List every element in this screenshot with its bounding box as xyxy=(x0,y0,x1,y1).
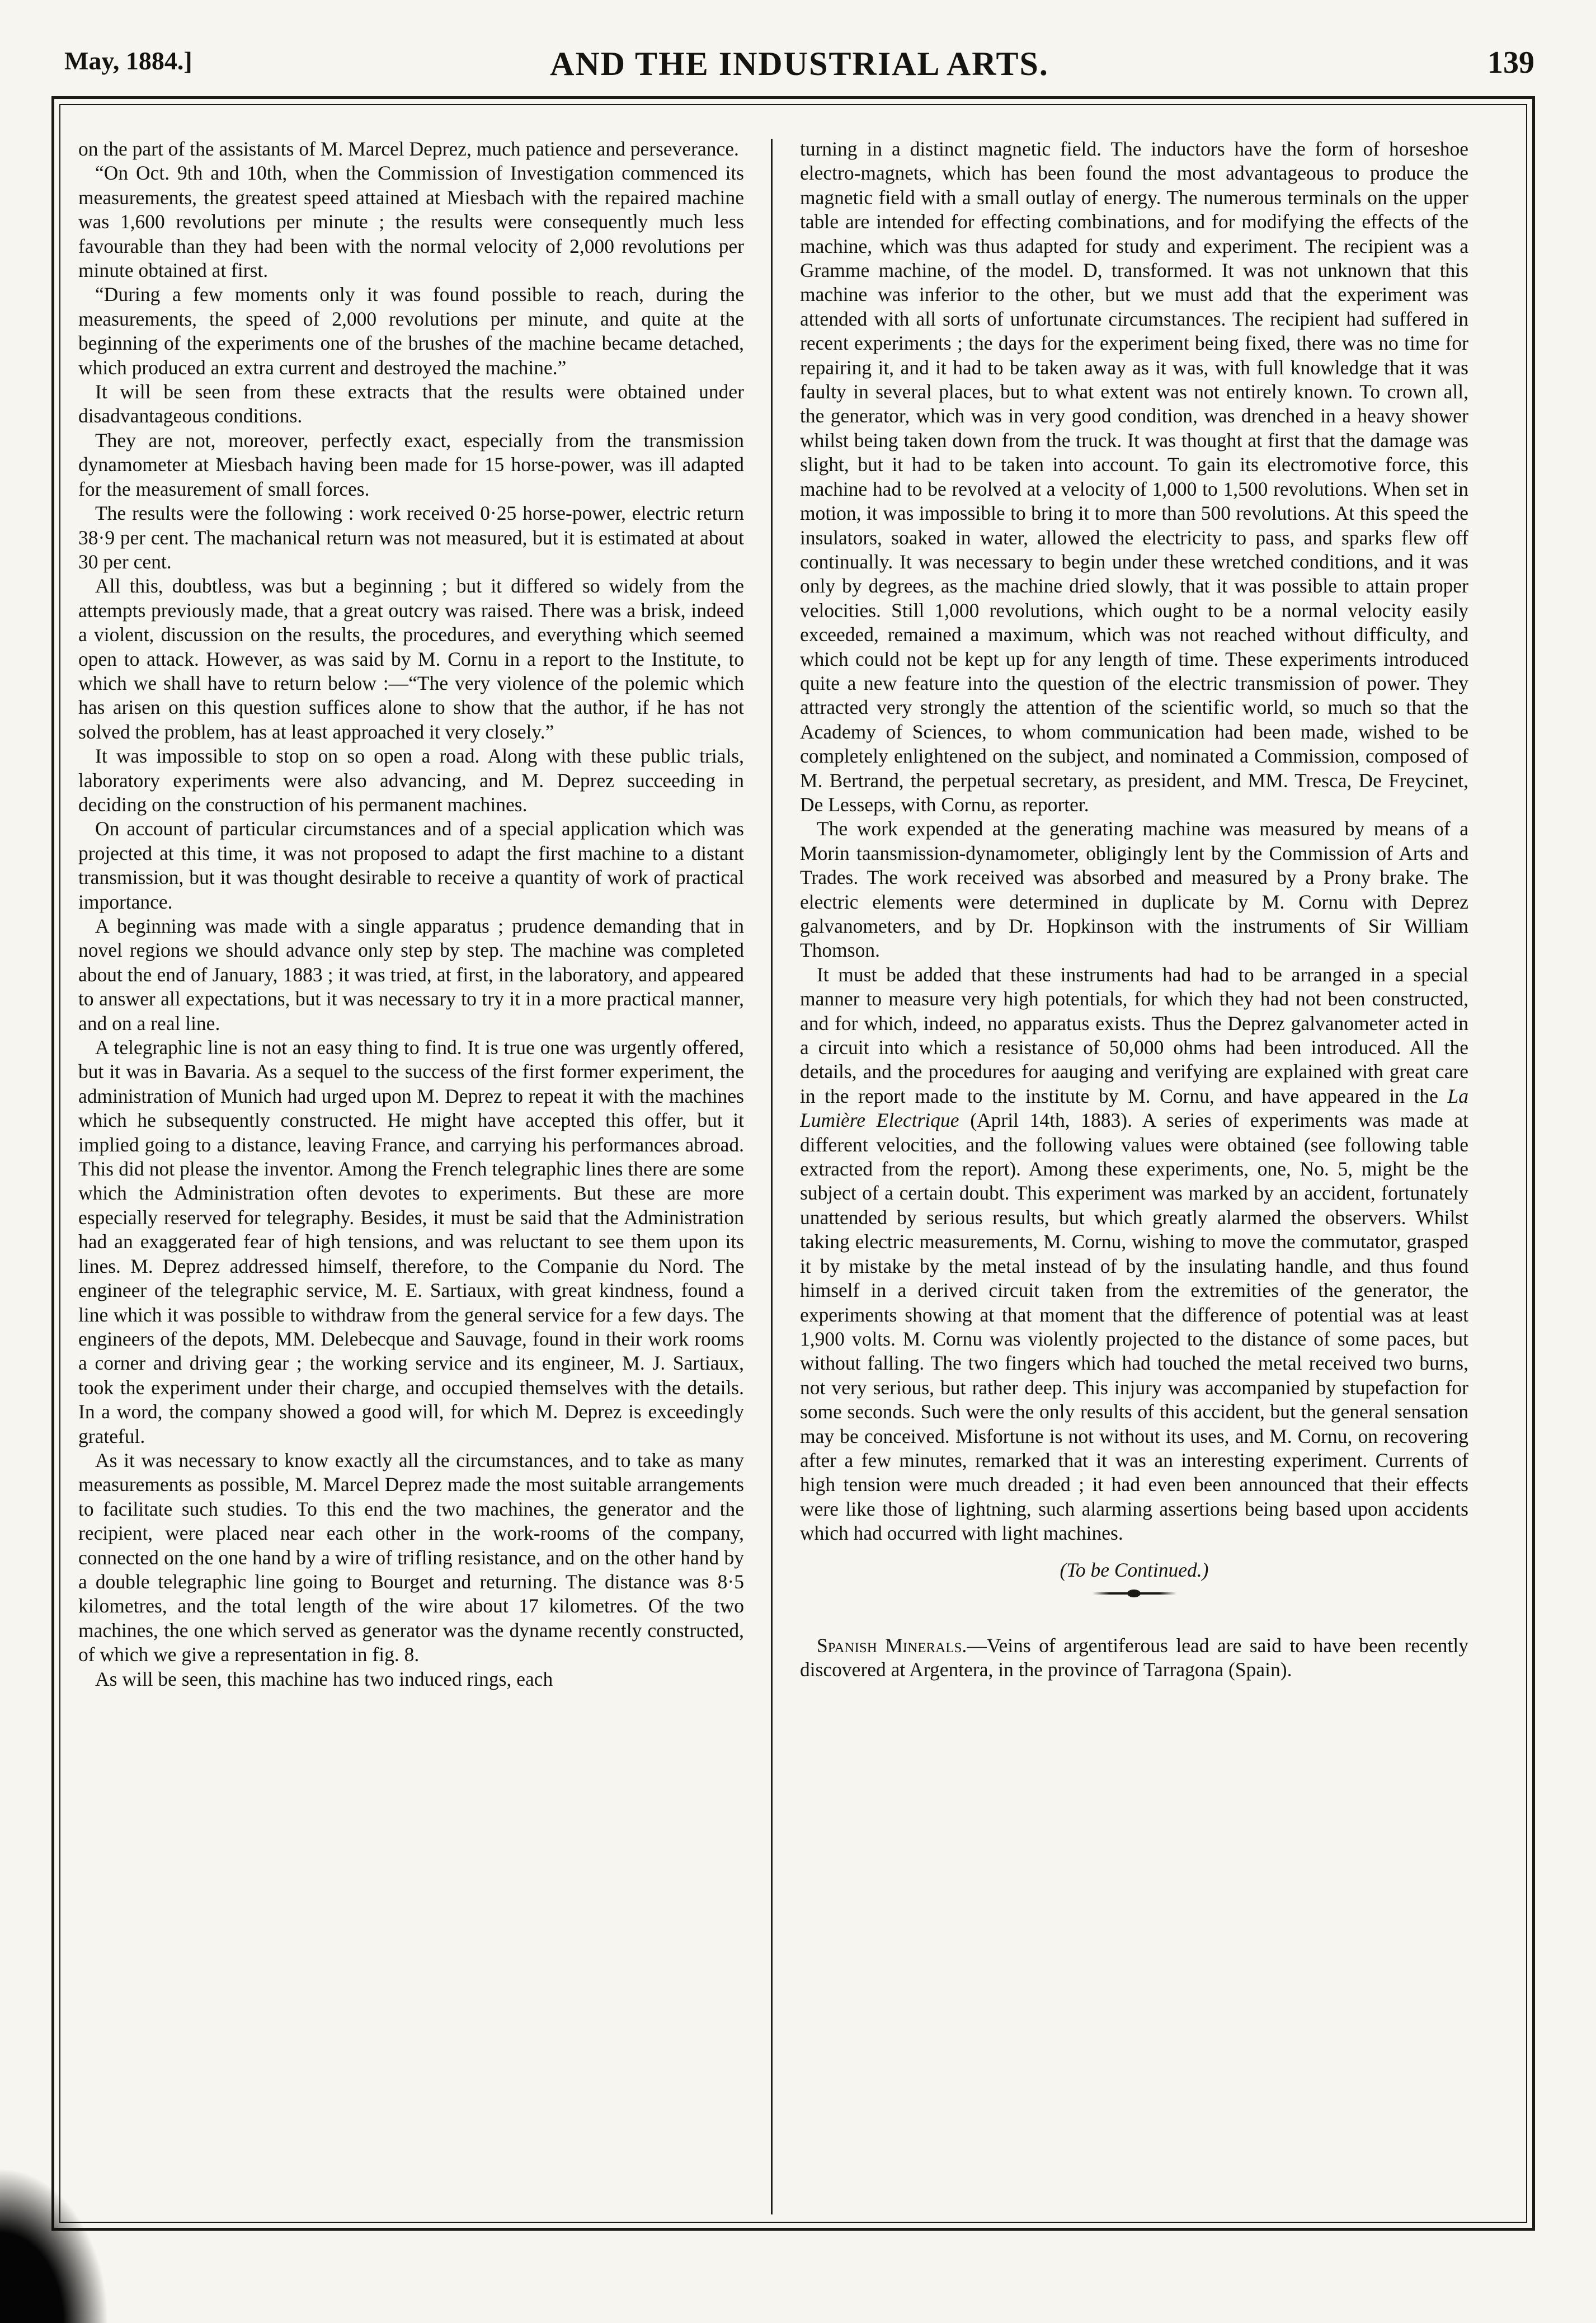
paragraph-text: It must be added that these instruments had had to be arranged in a special manner to measure very high potentials, for which they had not been constructed, and for which, indeed, no apparatus exists. Thus the Deprez galvanometer acted in a circuit into which a resistance of 50,000 ohms had been introduced. All the details, and the procedures for aauging and verifying are explained with great care in the report made to the institute by M. Cornu, and have appeared in the xyxy=(800,963,1468,1107)
paragraph: As it was necessary to know exactly all the circumstances, and to take as many measurements as possible, M. Marcel Deprez made the most suitable arrangements to facilitate such studies. To this end the two machines, the generator and the recipient, were placed near each other in the work-rooms of the company, connected on the one hand by a wire of trifling resistance, and on the other hand by a double telegraphic line going to Bourget and returning. The distance was 8·5 kilometres, and the total length of the wire about 17 kilometres. Of the two machines, the one which served as generator was the dyname recently constructed, of which we give a representation in fig. 8. xyxy=(78,1449,744,1666)
paragraph: The results were the following : work received 0·25 horse-power, electric return 38·9 per cent. The machanical return was not measured, but it is estimated at about 30 per cent. xyxy=(78,502,744,573)
paragraph-text: (April 14th, 1883). A series of experiments was made at different velocities, and the following values were obtained (see following table extracted from the report). Among these experiments, one, No. 5, might be the subject of a certain doubt. This experiment was marked by an accident, fortunately unattended by serious results, but which greatly alarmed the observers. Whilst taking electric measurements, M. Cornu, wishing to move the commutator, grasped it by mistake by the metal instead of by the insulating handle, and thus found himself in a derived circuit taken from the extremities of the generator, the experiments showing at that moment that the difference of potential was at least 1,900 volts. M. Cornu was violently projected to the distance of some paces, but without falling. The two fingers which had touched the metal received two burns, not very serious, but rather deep. This injury was accompanied by stupefaction for some seconds. Such were the only results of this accident, but the general sensation may be conceived. Misfortune is not without its uses, and M. Cornu, on recovering after a few minutes, remarked that it was an interesting experiment. Currents of high tension were much dreaded ; it had even been announced that their effects were like those of lightning, such alarming assertions being based upon accidents which had occurred with light machines. xyxy=(800,1109,1468,1545)
issue-date: May, 1884.] xyxy=(64,46,192,75)
scan-shadow xyxy=(0,2155,117,2323)
paragraph: A beginning was made with a single apparatus ; prudence demanding that in novel regions we should advance only step by step. The machine was completed about the end of January, 1883 ; it was tried, at first, in the laboratory, and appeared to answer all expectations, but it was necessary to try it in a more practical manner, and on a real line. xyxy=(78,915,744,1034)
column-rule xyxy=(771,139,773,2214)
paragraph: As will be seen, this machine has two induced rings, each xyxy=(95,1667,553,1690)
ornament-divider-icon xyxy=(1093,1592,1176,1595)
running-title: AND THE INDUSTRIAL ARTS. xyxy=(550,45,1049,82)
journal-title: La Lumière Electrique xyxy=(800,1084,1468,1132)
paragraph: All this, doubtless, was but a beginning ; but it differed so widely from the attempts previously made, that a great outcry was raised. There was a brisk, indeed a violent, discussion on the results, the procedures, and everything which seemed open to attack. However, as was said by M. Cornu in a report to the Institute, to which we shall have to return below :—“The very violence of the polemic which has arisen on this question suffices alone to show that the author, if he has not solved the problem, has at least approached it very closely.” xyxy=(78,575,744,743)
paragraph: On account of particular circumstances and of a special application which was projected at this time, it was not proposed to adapt the first machine to a distant transmission, but it was thought desirable to receive a quantity of work of practical importance. xyxy=(78,817,744,913)
paragraph: They are not, moreover, perfectly exact, especially from the transmission dynamometer at Miesbach having been made for 15 horse-power, was ill adapted for the measurement of small forces. xyxy=(78,429,744,500)
paragraph xyxy=(800,963,1468,1546)
page-number: 139 xyxy=(1487,45,1534,80)
notice-body: —Veins of argentiferous lead are said to have been recently discovered at Argentera, in the province of Tarragona (Spain). xyxy=(800,1634,1468,1681)
paragraph: “On Oct. 9th and 10th, when the Commission of Investigation commenced its measurements, the greatest speed attained at Miesbach with the repaired machine was 1,600 revolutions per minute ; the results were consequently much less favourable than they had been with the normal velocity of 2,000 revolutions per minute obtained at first. xyxy=(78,162,744,282)
paragraph: turning in a distinct magnetic field. The inductors have the form of horseshoe electro-magnets, which has been found the most advantageous to produce the magnetic field with a small outlay of energy. The numerous terminals on the upper table are intended for effecting combinations, and for modifying the effects of the machine, which was thus adapted for study and experiment. The recipient was a Gramme machine, of the model. D, transformed. It was not unknown that this machine was inferior to the other, but we must add that the experiment was attended with all sorts of unfortunate circumstances. The recipient had suffered in recent experiments ; the days for the experiment being fixed, there was no time for repairing it, and it had to be taken away as it was, with full knowledge that it was faulty in several places, but to what extent was not entirely known. To crown all, the generator, which was in very good condition, was drenched in a heavy shower whilst being taken down from the truck. It was thought at first that the damage was slight, but it had to be taken into account. To gain its electromotive force, this machine had to be revolved at a velocity of 1,000 to 1,500 revolutions. When set in motion, it was impossible to bring it to more than 500 revolutions. At this speed the insulators, soaked in water, allowed the electricity to pass, and sparks flew off continually. It was necessary to begin under these wretched conditions, and it was only by degrees, as the machine dried slowly, that it was possible to attain proper velocities. Still 1,000 revolutions, which ought to be a normal velocity easily exceeded, remained a maximum, which was not reached without difficulty, and which could not be kept up for any length of time. These experiments introduced quite a new feature into the question of the electric transmission of power. They attracted very strongly the attention of the scientific world, so much so that the Academy of Sciences, to whom communication had been made, wished to be completely enlightened on the subject, and nominated a Commission, composed of M. Bertrand, the perpetual secretary, as president, and MM. Tresca, De Freycinet, De Lesseps, with Cornu, as reporter. xyxy=(800,138,1468,816)
paragraph: It will be seen from these extracts that the results were obtained under disadvantageous conditions. xyxy=(78,380,744,427)
left-column xyxy=(78,137,744,2202)
spanish-minerals-notice xyxy=(800,1634,1468,1682)
paragraph: A telegraphic line is not an easy thing to find. It is true one was urgently offered, but it was in Bavaria. As a sequel to the success of the first former experiment, the administration of Munich had urged upon M. Deprez to repeat it with the machines which he subsequently constructed. He might have accepted this offer, but it implied going to a distance, leaving France, and carrying his performances abroad. This did not please the inventor. Among the French telegraphic lines there are some which the Administration often devotes to experiments. But these are more especially reserved for telegraphy. Besides, it must be said that the Administration had an exaggerated fear of high tensions, and was reluctant to see them upon its lines. M. Deprez addressed himself, therefore, to the Companie du Nord. The engineer of the telegraphic service, M. E. Sartiaux, with great kindness, found a line which it was possible to withdraw from the general service for a few days. The engineers of the depots, MM. Delebecque and Sauvage, found in their work rooms a corner and driving gear ; the working service and its engineer, M. J. Sartiaux, took the experiment under their charge, and occupied themselves with the details. In a word, the company showed a good will, for which M. Deprez is exceedingly grateful. xyxy=(78,1036,744,1447)
paragraph: on the part of the assistants of M. Marcel Deprez, much patience and perseverance. xyxy=(78,138,739,160)
paragraph: It was impossible to stop on so open a road. Along with these public trials, laboratory experiments were also advancing, and M. Deprez succeeding in deciding on the construction of his permanent machines. xyxy=(78,745,744,816)
paragraph: The work expended at the generating machine was measured by means of a Morin taansmission-dynamometer, obligingly lent by the Commission of Arts and Trades. The work received was absorbed and measured by a Prony brake. The electric elements were determined in duplicate by M. Cornu with Deprez galvanometers, and by Dr. Hopkinson with the instruments of Sir William Thomson. xyxy=(800,817,1468,962)
page-header xyxy=(64,46,1534,96)
right-column xyxy=(800,137,1468,2202)
notice-lead: Spanish Minerals. xyxy=(817,1634,967,1657)
to-be-continued: (To be Continued.) xyxy=(1060,1558,1209,1581)
paragraph: “During a few moments only it was found possible to reach, during the measurements, the speed of 2,000 revolutions per minute, and quite at the beginning of the experiments one of the brushes of the machine became detached, which produced an extra current and destroyed the machine.” xyxy=(78,283,744,379)
